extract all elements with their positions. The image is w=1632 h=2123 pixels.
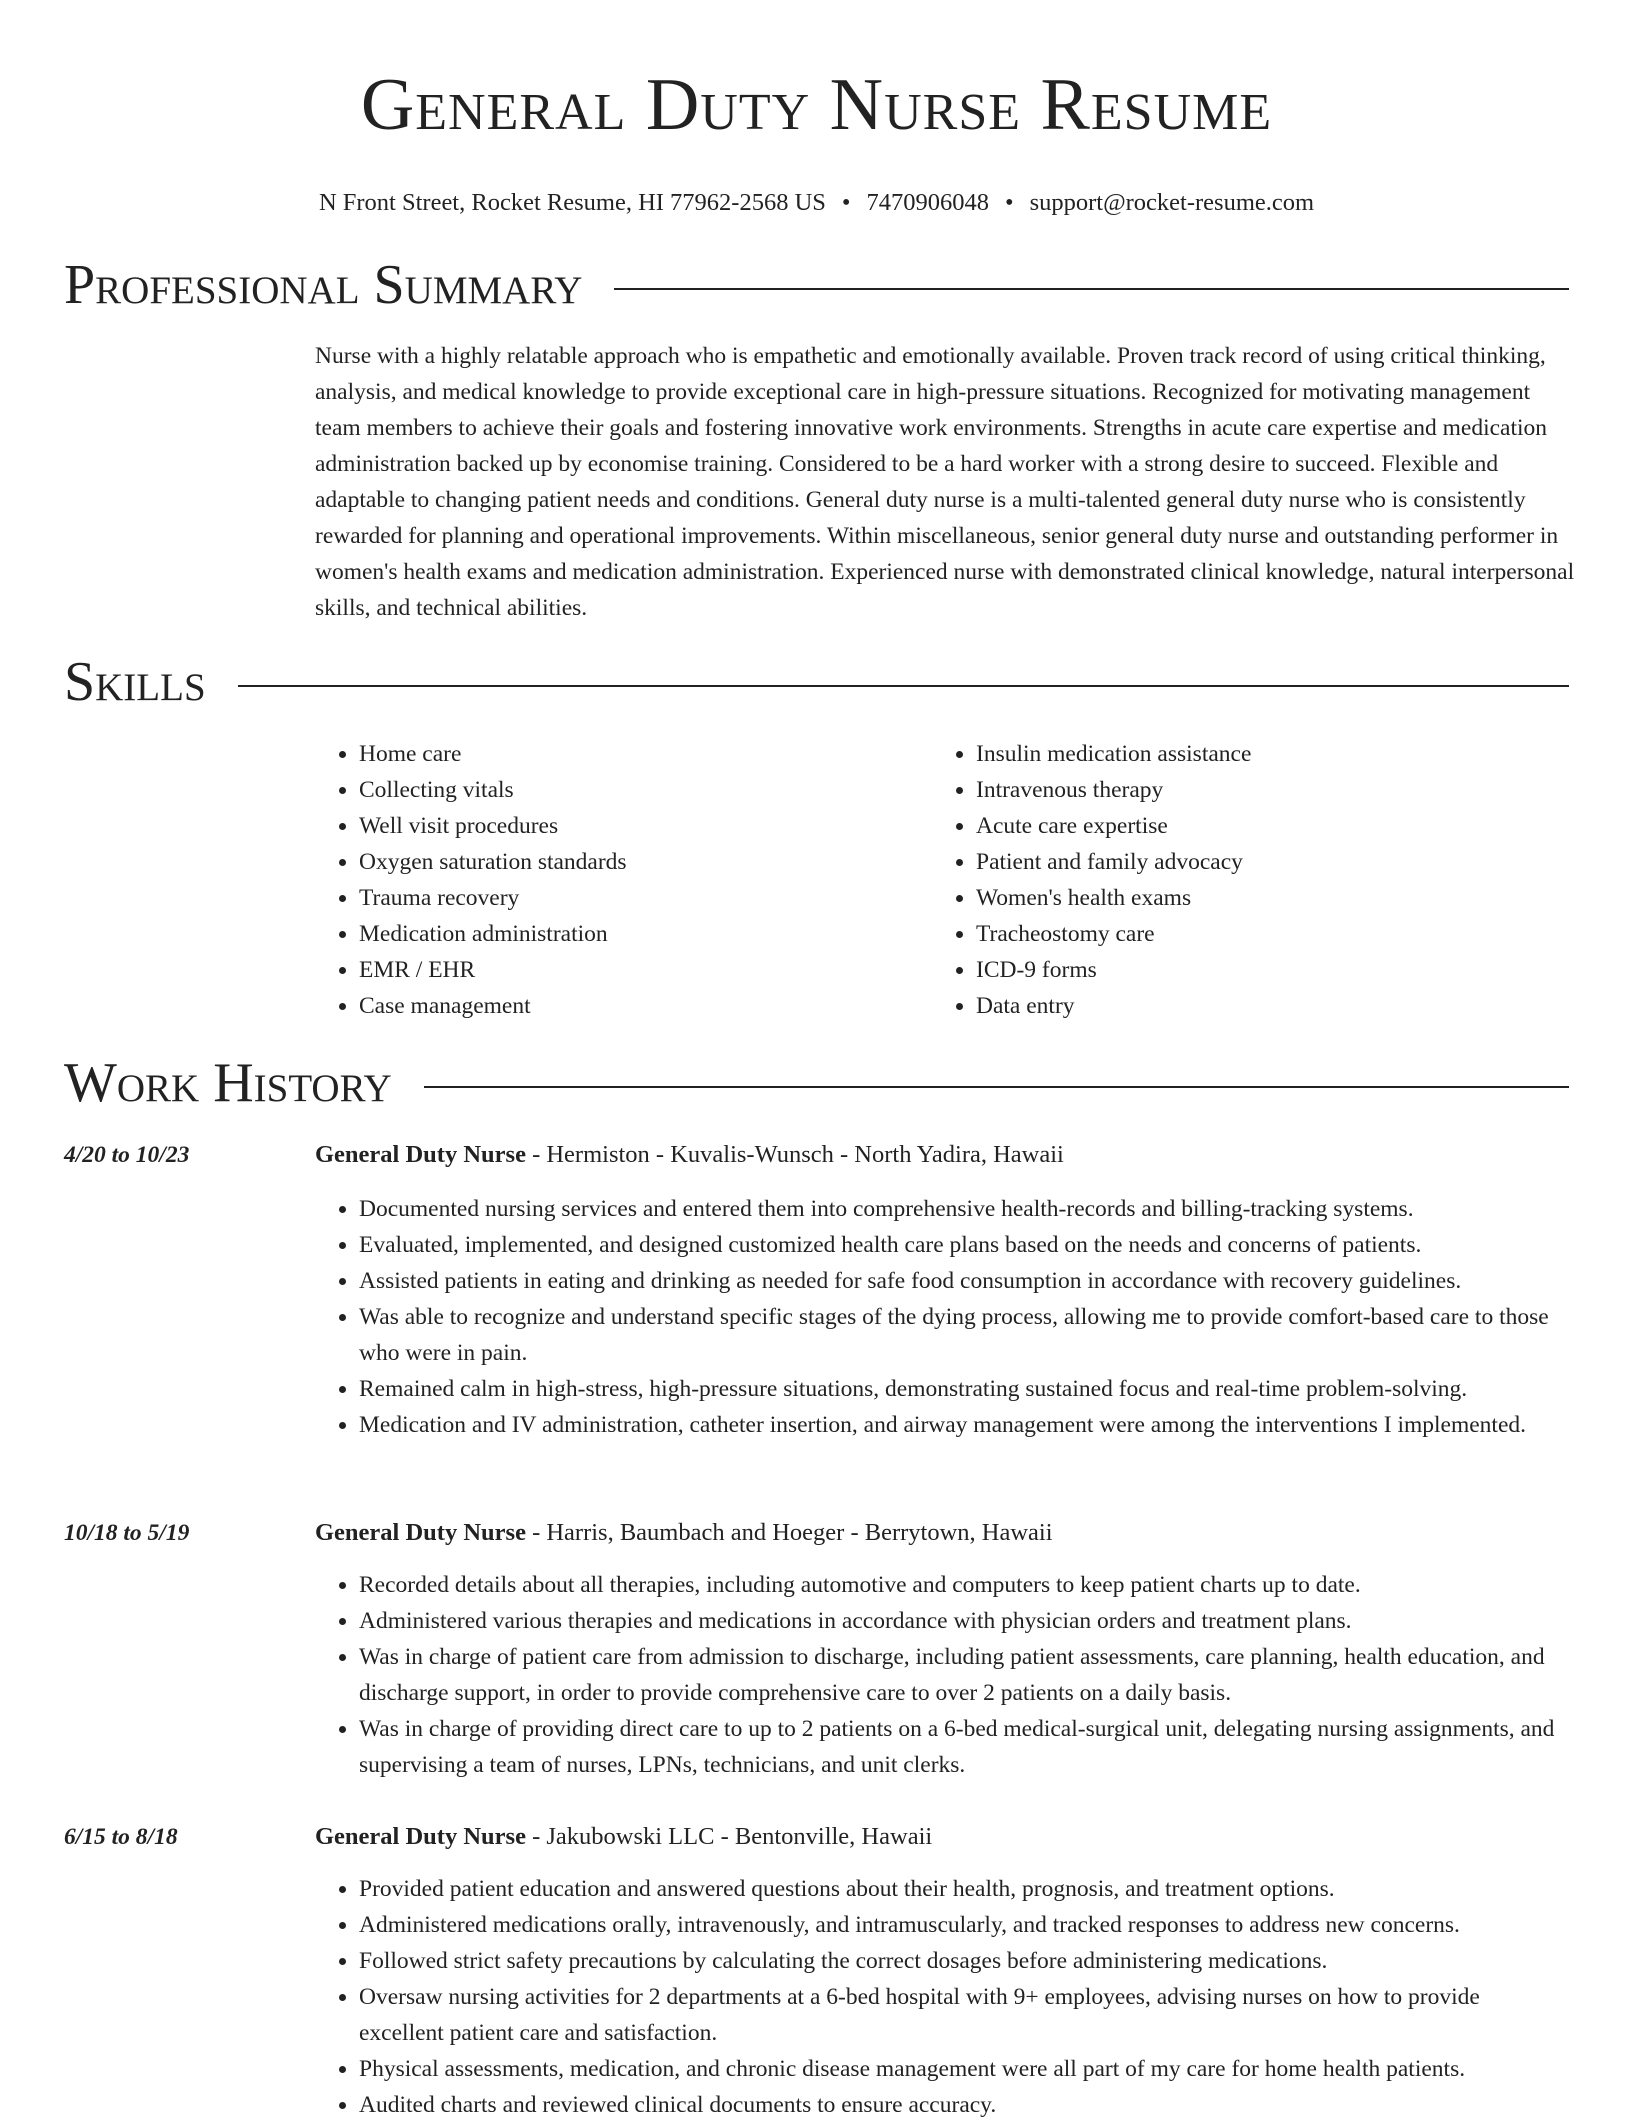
job-bullet: • Remained calm in high-stress, high-pressure situations, demonstrating sustained focus and real-time problem-solving. — [359, 1371, 1569, 1407]
skills-column-left — [315, 736, 932, 1024]
job-bullet: • Physical assessments, medication, and chronic disease management were all part of my care for home health patients. — [359, 2051, 1569, 2087]
skill-item: • Patient and family advocacy — [976, 844, 1549, 880]
job-employer: - Harris, Baumbach and Hoeger - Berrytown, Hawaii — [525, 1519, 1053, 1546]
contact-address: N Front Street, Rocket Resume, HI 77962-2568 US — [318, 189, 826, 216]
job-bullet: • Recorded details about all therapies, including automotive and computers to keep patient charts up to date. — [359, 1567, 1569, 1603]
job-title: General Duty Nurse — [315, 1141, 526, 1168]
job-dates: 10/18 to 5/19 — [64, 1520, 190, 1546]
resume-title: General Duty Nurse Resume — [360, 64, 1273, 146]
summary-heading: Professional Summary — [64, 254, 583, 316]
job-bullet: • Was in charge of providing direct care to up to 2 patients on a 6-bed medical-surgical unit, delegating nursing assignments, and supervising a team of nurses, LPNs, technicians, and unit clerks. — [359, 1711, 1569, 1783]
skill-item: • Collecting vitals — [359, 772, 932, 808]
contact-line — [64, 188, 1569, 218]
skill-item: • Medication administration — [359, 916, 932, 952]
work-heading: Work History — [64, 1052, 392, 1114]
skill-item: • ICD-9 forms — [976, 952, 1549, 988]
job-bullet: • Evaluated, implemented, and designed customized health care plans based on the needs and concerns of patients. — [359, 1227, 1569, 1263]
job-bullets — [315, 1871, 1569, 2123]
job-bullet: • Provided patient education and answered questions about their health, prognosis, and treatment options. — [359, 1871, 1569, 1907]
skill-item: • Women's health exams — [976, 880, 1549, 916]
summary-section-header — [64, 255, 1569, 315]
skill-item: • EMR / EHR — [359, 952, 932, 988]
job-bullet: • Administered various therapies and medications in accordance with physician orders and treatment plans. — [359, 1603, 1569, 1639]
contact-separator: • — [1004, 189, 1014, 216]
job-dates: 6/15 to 8/18 — [64, 1824, 178, 1850]
skills-column-right — [932, 736, 1549, 1024]
job-title: General Duty Nurse — [315, 1823, 526, 1850]
contact-separator: • — [841, 189, 851, 216]
resume-page — [64, 0, 1575, 2118]
job-bullet: • Was able to recognize and understand specific stages of the dying process, allowing me to provide comfort-based care to those who were in pain. — [359, 1299, 1569, 1371]
work-section-header — [64, 1053, 1569, 1113]
job-bullet: • Assisted patients in eating and drinking as needed for safe food consumption in accordance with recovery guidelines. — [359, 1263, 1569, 1299]
section-divider — [424, 1086, 1569, 1088]
skill-item: • Well visit procedures — [359, 808, 932, 844]
job-employer: - Hermiston - Kuvalis-Wunsch - North Yadira, Hawaii — [525, 1141, 1064, 1168]
job-header — [315, 1819, 932, 1855]
skill-item: • Tracheostomy care — [976, 916, 1549, 952]
job-header — [315, 1515, 1053, 1551]
job-header — [315, 1137, 1064, 1173]
job-bullet: • Administered medications orally, intravenously, and intramuscularly, and tracked responses to address new concerns. — [359, 1907, 1569, 1943]
job-dates: 4/20 to 10/23 — [64, 1142, 190, 1168]
contact-phone: 7470906048 — [866, 189, 989, 216]
skills-section-header — [64, 652, 1569, 712]
job-bullet: • Medication and IV administration, catheter insertion, and airway management were among the interventions I implemented. — [359, 1407, 1569, 1443]
skill-item: • Trauma recovery — [359, 880, 932, 916]
job-employer: - Jakubowski LLC - Bentonville, Hawaii — [525, 1823, 933, 1850]
skill-item: • Case management — [359, 988, 932, 1024]
skills-list — [315, 736, 1569, 1024]
job-bullets — [315, 1567, 1569, 1783]
skill-item: • Acute care expertise — [976, 808, 1549, 844]
job-bullet: • Followed strict safety precautions by calculating the correct dosages before administering medications. — [359, 1943, 1569, 1979]
section-divider — [614, 288, 1569, 290]
skills-heading: Skills — [64, 651, 206, 713]
job-bullet: • Documented nursing services and entered them into comprehensive health-records and billing-tracking systems. — [359, 1191, 1569, 1227]
skill-item: • Intravenous therapy — [976, 772, 1549, 808]
job-bullets — [315, 1191, 1569, 1443]
contact-email: support@rocket-resume.com — [1029, 189, 1315, 216]
job-title: General Duty Nurse — [315, 1519, 526, 1546]
job-bullet: • Oversaw nursing activities for 2 departments at a 6-bed hospital with 9+ employees, advising nurses on how to provide excellent patient care and satisfaction. — [359, 1979, 1569, 2051]
summary-text: Nurse with a highly relatable approach who is empathetic and emotionally available. Proven track record of using critical thinking, analysis, and medical knowledge to provide exceptional care in high-pressure situations. Recognized for motivating management team members to achieve their goals and fostering innovative work environments. Strengths in acute care expertise and medication administration backed up by economise training. Considered to be a hard worker with a strong desire to succeed. Flexible and adaptable to changing patient needs and conditions. General duty nurse is a multi-talented general duty nurse who is consistently rewarded for planning and operational improvements. Within miscellaneous, senior general duty nurse and outstanding performer in women's health exams and medication administration. Experienced nurse with demonstrated clinical knowledge, natural interpersonal skills, and technical abilities. — [315, 343, 1575, 621]
skill-item: • Data entry — [976, 988, 1549, 1024]
skill-item: • Insulin medication assistance — [976, 736, 1549, 772]
skill-item: • Home care — [359, 736, 932, 772]
job-bullet: • Audited charts and reviewed clinical documents to ensure accuracy. — [359, 2087, 1569, 2123]
section-divider — [238, 685, 1569, 687]
job-bullet: • Was in charge of patient care from admission to discharge, including patient assessments, care planning, health education, and discharge support, in order to provide comprehensive care to over 2 patients on a daily basis. — [359, 1639, 1569, 1711]
skill-item: • Oxygen saturation standards — [359, 844, 932, 880]
